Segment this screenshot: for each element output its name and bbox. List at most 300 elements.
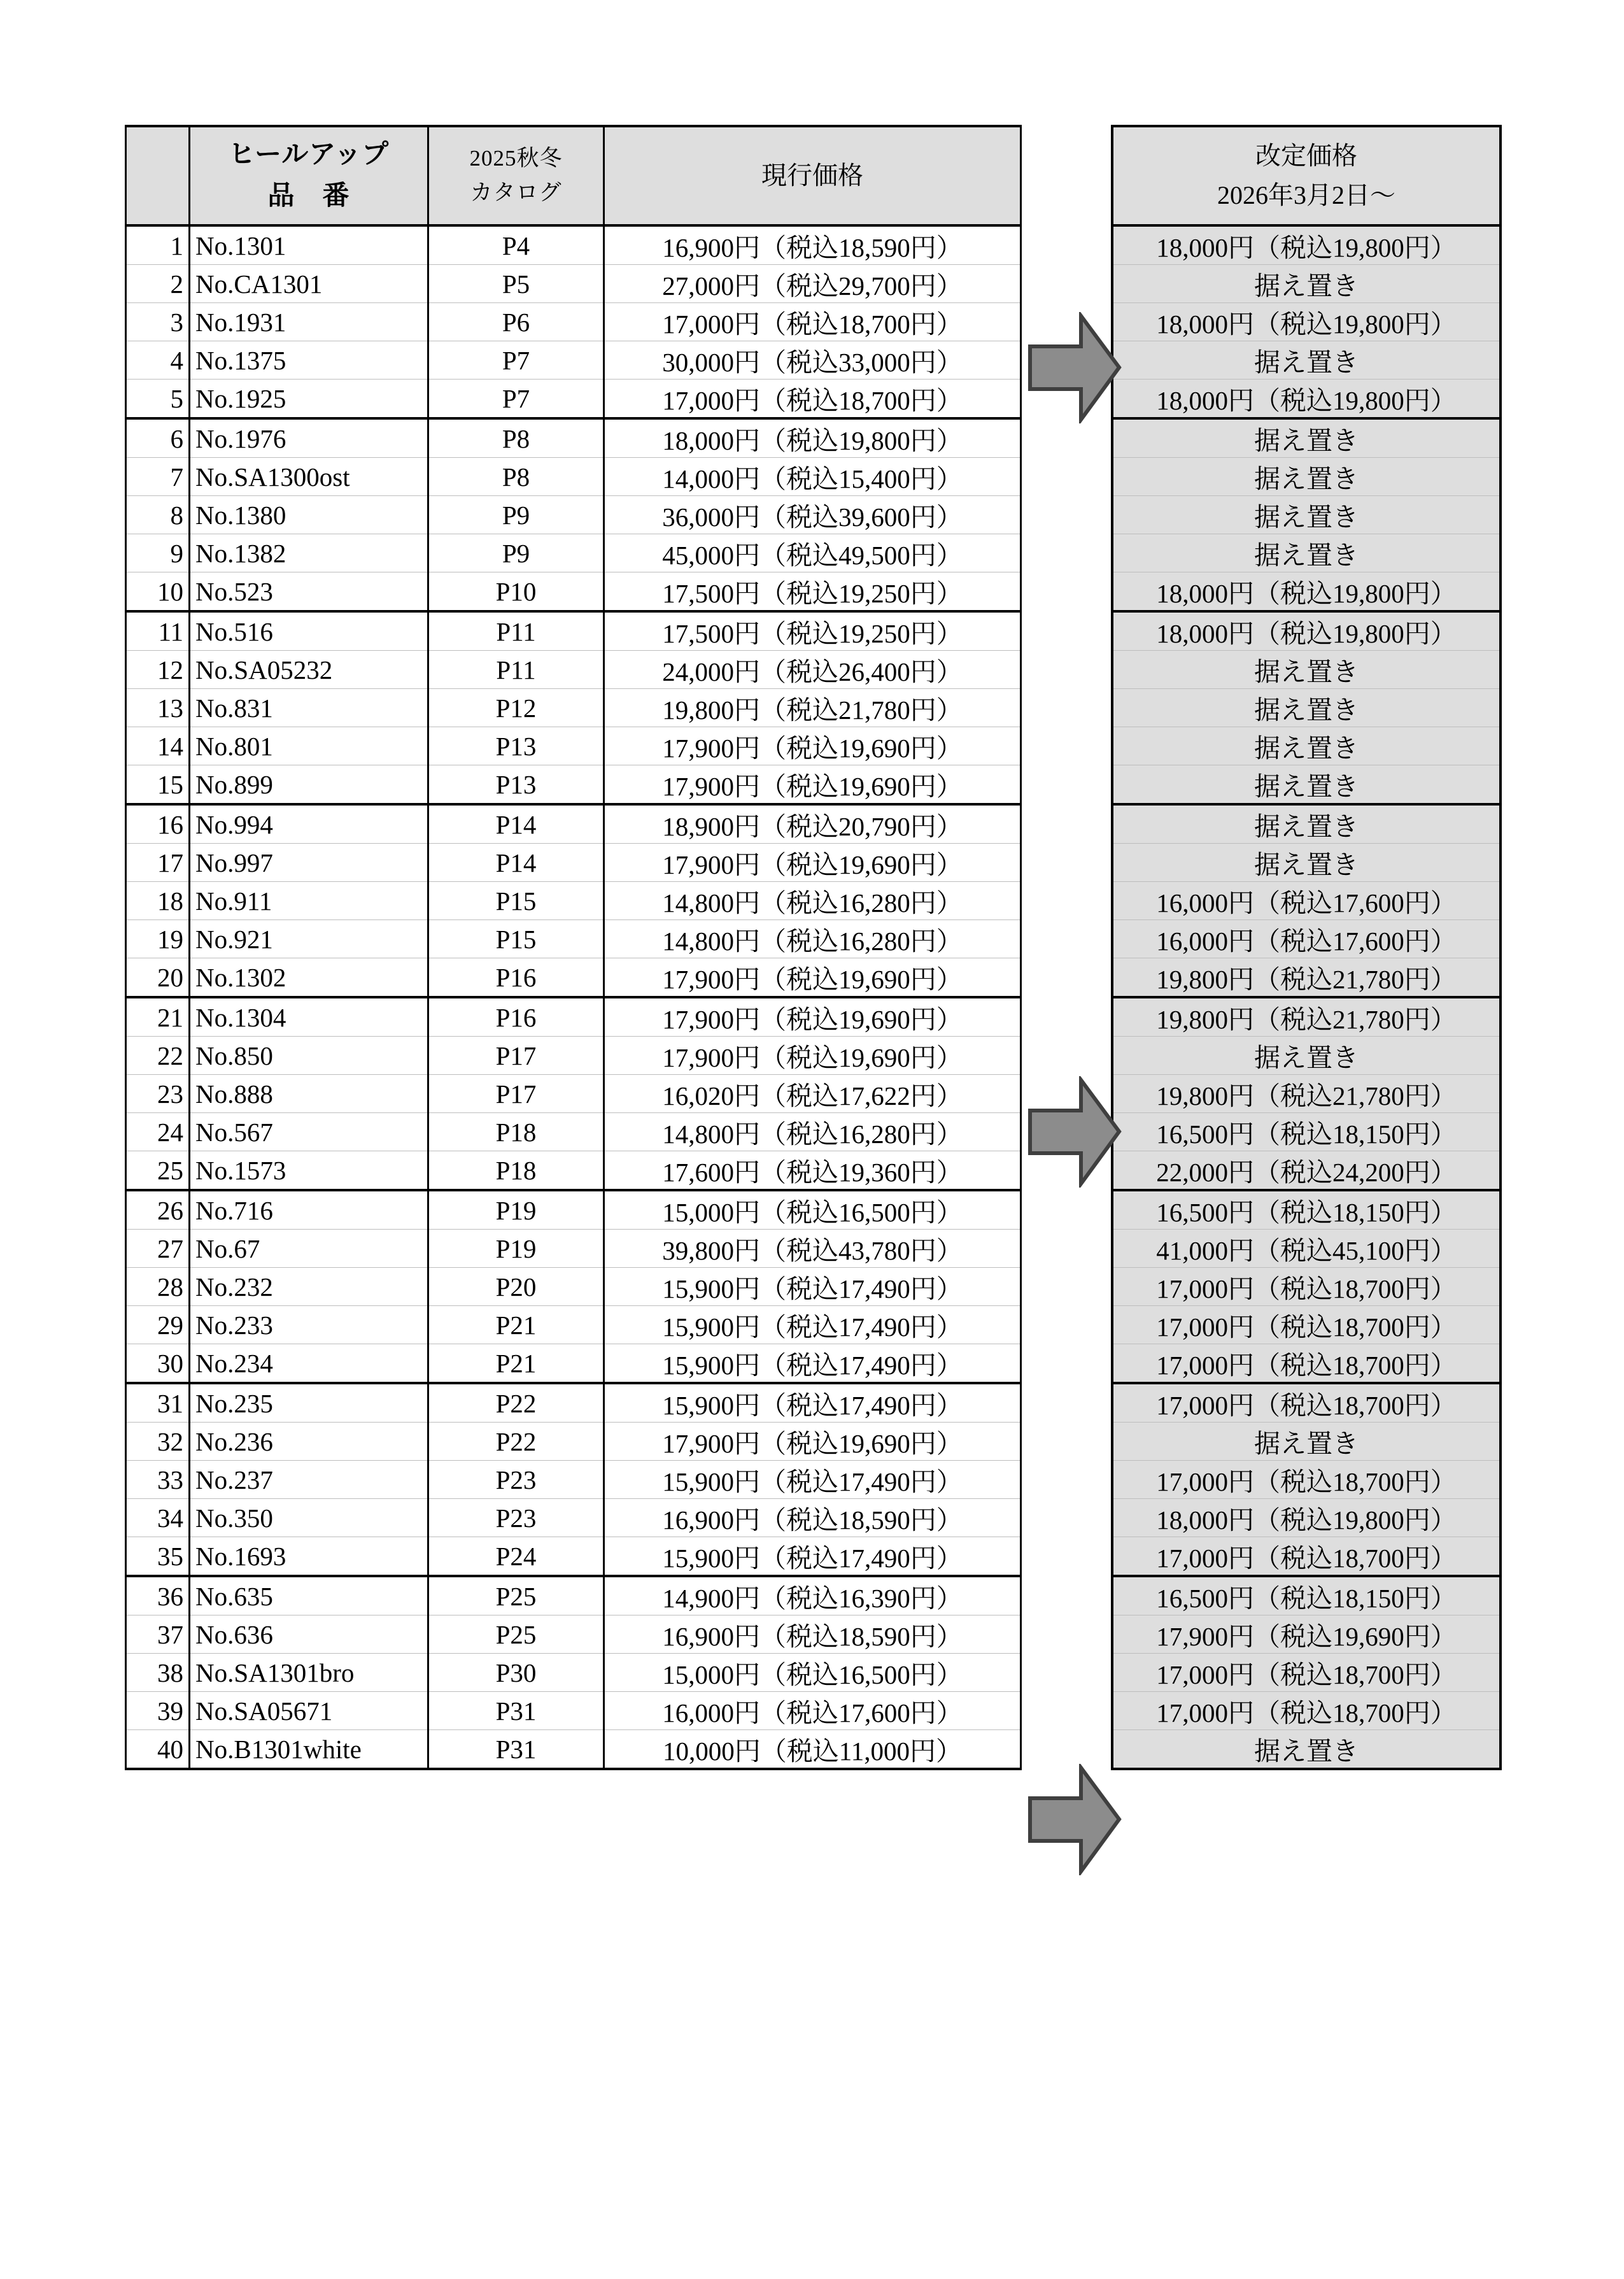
cell-row-number: 2 [126,265,190,303]
table-row [1112,1537,1500,1577]
revised-price-table [1111,125,1502,1770]
header-revised-price [1112,126,1500,225]
cell-item-number: No.888 [190,1075,428,1113]
header-row-number [126,126,190,225]
table-row [1112,1190,1500,1230]
cell-catalog-page: P16 [428,997,604,1037]
cell-revised-price: 17,000円（税込18,700円） [1112,1306,1500,1344]
cell-item-number: No.232 [190,1268,428,1306]
cell-row-number: 24 [126,1113,190,1151]
cell-current-price: 15,900円（税込17,490円） [604,1461,1021,1499]
table-row [126,1461,1021,1499]
cell-item-number: No.997 [190,844,428,882]
table-row [126,1075,1021,1113]
cell-row-number: 19 [126,920,190,958]
table-row [1112,1576,1500,1615]
header-current-price-label: 現行価格 [761,161,863,190]
cell-row-number: 38 [126,1654,190,1692]
cell-current-price: 17,900円（税込19,690円） [604,1037,1021,1075]
table-row [126,380,1021,419]
cell-row-number: 3 [126,303,190,341]
cell-item-number: No.567 [190,1113,428,1151]
cell-item-number: No.850 [190,1037,428,1075]
table-row [1112,765,1500,805]
cell-current-price: 15,000円（税込16,500円） [604,1654,1021,1692]
cell-catalog-page: P18 [428,1113,604,1151]
cell-revised-price: 据え置き [1112,689,1500,727]
cell-revised-price: 据え置き [1112,341,1500,380]
cell-revised-price: 19,800円（税込21,780円） [1112,1075,1500,1113]
header-catalog-line2: カタログ [470,180,562,205]
table-row [126,303,1021,341]
cell-catalog-page: P15 [428,920,604,958]
table-row [126,1344,1021,1384]
cell-catalog-page: P4 [428,225,604,265]
cell-item-number: No.233 [190,1306,428,1344]
table-row [1112,611,1500,651]
table-row [126,1576,1021,1615]
cell-item-number: No.1693 [190,1537,428,1577]
cell-item-number: No.911 [190,882,428,920]
table-row [1112,572,1500,612]
cell-catalog-page: P21 [428,1344,604,1384]
cell-current-price: 16,020円（税込17,622円） [604,1075,1021,1113]
cell-catalog-page: P19 [428,1230,604,1268]
price-change-arrow-1 [1026,312,1123,423]
table-row [1112,1075,1500,1113]
table-row [126,1383,1021,1423]
table-row [126,1692,1021,1730]
table-row [126,1306,1021,1344]
cell-catalog-page: P11 [428,651,604,689]
table-row [1112,534,1500,572]
table-row [1112,380,1500,419]
cell-row-number: 33 [126,1461,190,1499]
table-row [126,225,1021,265]
cell-row-number: 25 [126,1151,190,1191]
current-price-table-body [126,225,1021,1769]
cell-row-number: 5 [126,380,190,419]
table-row [126,882,1021,920]
cell-row-number: 32 [126,1423,190,1461]
cell-row-number: 22 [126,1037,190,1075]
cell-item-number: No.SA05232 [190,651,428,689]
cell-catalog-page: P9 [428,534,604,572]
table-row [126,1230,1021,1268]
cell-row-number: 10 [126,572,190,612]
cell-row-number: 13 [126,689,190,727]
table-row [126,1151,1021,1191]
cell-item-number: No.236 [190,1423,428,1461]
table-row [1112,1461,1500,1499]
cell-revised-price: 18,000円（税込19,800円） [1112,380,1500,419]
cell-revised-price: 17,000円（税込18,700円） [1112,1692,1500,1730]
cell-revised-price: 19,800円（税込21,780円） [1112,958,1500,998]
table-row [1112,1499,1500,1537]
table-row [126,1037,1021,1075]
cell-current-price: 14,000円（税込15,400円） [604,458,1021,496]
cell-catalog-page: P7 [428,341,604,380]
cell-item-number: No.1302 [190,958,428,998]
cell-item-number: No.516 [190,611,428,651]
cell-item-number: No.921 [190,920,428,958]
header-revised-price-line2: 2026年3月2日〜 [1217,181,1395,209]
cell-catalog-page: P25 [428,1576,604,1615]
cell-revised-price: 18,000円（税込19,800円） [1112,303,1500,341]
table-row [126,496,1021,534]
cell-current-price: 27,000円（税込29,700円） [604,265,1021,303]
cell-revised-price: 18,000円（税込19,800円） [1112,1499,1500,1537]
table-row [126,611,1021,651]
cell-current-price: 17,500円（税込19,250円） [604,611,1021,651]
cell-item-number: No.716 [190,1190,428,1230]
table-row [1112,1692,1500,1730]
table-row [126,1615,1021,1654]
table-row [126,689,1021,727]
cell-current-price: 17,000円（税込18,700円） [604,380,1021,419]
cell-revised-price: 据え置き [1112,265,1500,303]
table-row [126,1423,1021,1461]
cell-catalog-page: P25 [428,1615,604,1654]
table-row [1112,1423,1500,1461]
cell-current-price: 24,000円（税込26,400円） [604,651,1021,689]
cell-current-price: 14,800円（税込16,280円） [604,882,1021,920]
cell-item-number: No.1382 [190,534,428,572]
table-row [126,458,1021,496]
cell-row-number: 11 [126,611,190,651]
cell-item-number: No.1304 [190,997,428,1037]
table-row [1112,920,1500,958]
cell-catalog-page: P15 [428,882,604,920]
cell-row-number: 16 [126,804,190,844]
left-table-header-row [126,126,1021,225]
table-row [126,727,1021,765]
cell-catalog-page: P31 [428,1692,604,1730]
cell-item-number: No.1925 [190,380,428,419]
cell-revised-price: 18,000円（税込19,800円） [1112,572,1500,612]
cell-revised-price: 17,000円（税込18,700円） [1112,1537,1500,1577]
cell-item-number: No.1976 [190,418,428,458]
header-catalog [428,126,604,225]
cell-catalog-page: P5 [428,265,604,303]
table-row [1112,727,1500,765]
cell-revised-price: 16,500円（税込18,150円） [1112,1576,1500,1615]
cell-item-number: No.234 [190,1344,428,1384]
cell-item-number: No.235 [190,1383,428,1423]
right-table-header-row [1112,126,1500,225]
table-row [1112,1113,1500,1151]
cell-item-number: No.635 [190,1576,428,1615]
cell-item-number: No.801 [190,727,428,765]
table-row [126,572,1021,612]
table-row [1112,1654,1500,1692]
cell-catalog-page: P16 [428,958,604,998]
cell-row-number: 4 [126,341,190,380]
cell-row-number: 12 [126,651,190,689]
table-row [1112,418,1500,458]
revised-price-table-body [1112,225,1500,1769]
cell-revised-price: 据え置き [1112,418,1500,458]
cell-row-number: 40 [126,1730,190,1770]
cell-revised-price: 16,000円（税込17,600円） [1112,920,1500,958]
table-row [1112,1268,1500,1306]
cell-current-price: 30,000円（税込33,000円） [604,341,1021,380]
cell-row-number: 1 [126,225,190,265]
header-revised-price-line1: 改定価格 [1255,141,1357,170]
table-row [126,1113,1021,1151]
table-row [126,265,1021,303]
cell-catalog-page: P23 [428,1461,604,1499]
cell-current-price: 15,900円（税込17,490円） [604,1344,1021,1384]
cell-revised-price: 16,500円（税込18,150円） [1112,1190,1500,1230]
cell-row-number: 29 [126,1306,190,1344]
cell-catalog-page: P14 [428,804,604,844]
cell-revised-price: 17,000円（税込18,700円） [1112,1268,1500,1306]
header-item-number-line2: 品 番 [267,181,350,211]
cell-catalog-page: P9 [428,496,604,534]
cell-revised-price: 22,000円（税込24,200円） [1112,1151,1500,1191]
cell-row-number: 31 [126,1383,190,1423]
cell-revised-price: 据え置き [1112,651,1500,689]
table-row [1112,997,1500,1037]
table-row [1112,1037,1500,1075]
cell-current-price: 17,900円（税込19,690円） [604,997,1021,1037]
cell-revised-price: 据え置き [1112,844,1500,882]
header-current-price [604,126,1021,225]
cell-row-number: 27 [126,1230,190,1268]
cell-current-price: 17,900円（税込19,690円） [604,765,1021,805]
cell-revised-price: 据え置き [1112,496,1500,534]
cell-revised-price: 17,000円（税込18,700円） [1112,1654,1500,1692]
cell-catalog-page: P13 [428,727,604,765]
table-row [1112,651,1500,689]
cell-item-number: No.B1301white [190,1730,428,1770]
cell-item-number: No.350 [190,1499,428,1537]
cell-current-price: 17,900円（税込19,690円） [604,727,1021,765]
cell-revised-price: 18,000円（税込19,800円） [1112,225,1500,265]
cell-row-number: 39 [126,1692,190,1730]
cell-current-price: 15,000円（税込16,500円） [604,1190,1021,1230]
table-row [1112,1615,1500,1654]
cell-item-number: No.CA1301 [190,265,428,303]
cell-item-number: No.SA1300ost [190,458,428,496]
cell-row-number: 17 [126,844,190,882]
cell-current-price: 15,900円（税込17,490円） [604,1383,1021,1423]
cell-catalog-page: P19 [428,1190,604,1230]
cell-catalog-page: P11 [428,611,604,651]
cell-row-number: 7 [126,458,190,496]
table-row [126,997,1021,1037]
cell-catalog-page: P8 [428,418,604,458]
cell-catalog-page: P31 [428,1730,604,1770]
cell-row-number: 30 [126,1344,190,1384]
table-row [1112,804,1500,844]
cell-item-number: No.523 [190,572,428,612]
cell-catalog-page: P21 [428,1306,604,1344]
cell-revised-price: 据え置き [1112,765,1500,805]
cell-current-price: 18,000円（税込19,800円） [604,418,1021,458]
cell-revised-price: 17,000円（税込18,700円） [1112,1344,1500,1384]
cell-revised-price: 据え置き [1112,727,1500,765]
cell-catalog-page: P20 [428,1268,604,1306]
table-row [1112,1230,1500,1268]
cell-current-price: 39,800円（税込43,780円） [604,1230,1021,1268]
cell-current-price: 36,000円（税込39,600円） [604,496,1021,534]
cell-revised-price: 16,000円（税込17,600円） [1112,882,1500,920]
table-row [126,341,1021,380]
cell-catalog-page: P7 [428,380,604,419]
table-row [126,1730,1021,1770]
cell-revised-price: 16,500円（税込18,150円） [1112,1113,1500,1151]
cell-row-number: 35 [126,1537,190,1577]
table-row [126,418,1021,458]
cell-current-price: 15,900円（税込17,490円） [604,1537,1021,1577]
cell-current-price: 17,600円（税込19,360円） [604,1151,1021,1191]
cell-catalog-page: P10 [428,572,604,612]
cell-item-number: No.SA05671 [190,1692,428,1730]
cell-current-price: 19,800円（税込21,780円） [604,689,1021,727]
cell-current-price: 16,900円（税込18,590円） [604,1499,1021,1537]
cell-item-number: No.831 [190,689,428,727]
table-row [126,844,1021,882]
header-catalog-line1: 2025秋冬 [469,145,563,171]
cell-item-number: No.899 [190,765,428,805]
cell-catalog-page: P13 [428,765,604,805]
cell-item-number: No.1931 [190,303,428,341]
cell-current-price: 15,900円（税込17,490円） [604,1268,1021,1306]
cell-catalog-page: P23 [428,1499,604,1537]
cell-revised-price: 据え置き [1112,534,1500,572]
cell-revised-price: 据え置き [1112,1037,1500,1075]
cell-row-number: 15 [126,765,190,805]
cell-catalog-page: P24 [428,1537,604,1577]
cell-row-number: 23 [126,1075,190,1113]
cell-revised-price: 18,000円（税込19,800円） [1112,611,1500,651]
price-change-arrow-2 [1026,1076,1123,1188]
table-row [126,1190,1021,1230]
table-row [126,920,1021,958]
cell-revised-price: 17,000円（税込18,700円） [1112,1461,1500,1499]
cell-current-price: 45,000円（税込49,500円） [604,534,1021,572]
table-row [126,1654,1021,1692]
table-row [1112,303,1500,341]
cell-row-number: 26 [126,1190,190,1230]
cell-item-number: No.237 [190,1461,428,1499]
cell-current-price: 16,000円（税込17,600円） [604,1692,1021,1730]
cell-item-number: No.636 [190,1615,428,1654]
cell-current-price: 10,000円（税込11,000円） [604,1730,1021,1770]
cell-row-number: 28 [126,1268,190,1306]
cell-item-number: No.994 [190,804,428,844]
table-row [1112,882,1500,920]
table-row [126,804,1021,844]
cell-row-number: 36 [126,1576,190,1615]
cell-catalog-page: P14 [428,844,604,882]
cell-revised-price: 据え置き [1112,804,1500,844]
cell-current-price: 16,900円（税込18,590円） [604,1615,1021,1654]
table-row [126,1537,1021,1577]
table-row [1112,958,1500,998]
table-row [126,1268,1021,1306]
table-row [1112,844,1500,882]
cell-catalog-page: P22 [428,1423,604,1461]
cell-item-number: No.1380 [190,496,428,534]
cell-row-number: 20 [126,958,190,998]
cell-revised-price: 据え置き [1112,458,1500,496]
cell-catalog-page: P17 [428,1037,604,1075]
table-row [1112,1306,1500,1344]
cell-current-price: 17,500円（税込19,250円） [604,572,1021,612]
cell-row-number: 34 [126,1499,190,1537]
cell-item-number: No.1375 [190,341,428,380]
table-row [126,1499,1021,1537]
cell-row-number: 8 [126,496,190,534]
cell-item-number: No.67 [190,1230,428,1268]
cell-row-number: 37 [126,1615,190,1654]
cell-current-price: 17,900円（税込19,690円） [604,958,1021,998]
table-row [1112,341,1500,380]
cell-catalog-page: P18 [428,1151,604,1191]
price-change-arrow-3 [1026,1764,1123,1875]
cell-revised-price: 41,000円（税込45,100円） [1112,1230,1500,1268]
cell-revised-price: 19,800円（税込21,780円） [1112,997,1500,1037]
cell-item-number: No.1573 [190,1151,428,1191]
table-row [1112,1151,1500,1191]
cell-current-price: 17,900円（税込19,690円） [604,844,1021,882]
cell-row-number: 18 [126,882,190,920]
cell-current-price: 17,000円（税込18,700円） [604,303,1021,341]
cell-current-price: 16,900円（税込18,590円） [604,225,1021,265]
table-row [126,765,1021,805]
header-item-number-line1: ヒールアップ [228,139,390,169]
cell-item-number: No.SA1301bro [190,1654,428,1692]
cell-revised-price: 据え置き [1112,1730,1500,1770]
cell-current-price: 14,900円（税込16,390円） [604,1576,1021,1615]
cell-catalog-page: P12 [428,689,604,727]
cell-current-price: 15,900円（税込17,490円） [604,1306,1021,1344]
table-row [1112,496,1500,534]
table-row [1112,265,1500,303]
cell-catalog-page: P6 [428,303,604,341]
cell-row-number: 21 [126,997,190,1037]
table-row [1112,1383,1500,1423]
cell-catalog-page: P30 [428,1654,604,1692]
table-row [1112,458,1500,496]
cell-row-number: 9 [126,534,190,572]
cell-catalog-page: P8 [428,458,604,496]
table-row [126,958,1021,998]
table-row [126,534,1021,572]
cell-current-price: 14,800円（税込16,280円） [604,920,1021,958]
cell-current-price: 14,800円（税込16,280円） [604,1113,1021,1151]
current-price-table [125,125,1022,1770]
cell-item-number: No.1301 [190,225,428,265]
cell-revised-price: 17,000円（税込18,700円） [1112,1383,1500,1423]
cell-row-number: 6 [126,418,190,458]
header-item-number [190,126,428,225]
cell-catalog-page: P22 [428,1383,604,1423]
table-row [1112,225,1500,265]
table-row [126,651,1021,689]
cell-row-number: 14 [126,727,190,765]
table-row [1112,1344,1500,1384]
cell-current-price: 18,900円（税込20,790円） [604,804,1021,844]
cell-catalog-page: P17 [428,1075,604,1113]
cell-revised-price: 据え置き [1112,1423,1500,1461]
cell-revised-price: 17,900円（税込19,690円） [1112,1615,1500,1654]
table-row [1112,689,1500,727]
cell-current-price: 17,900円（税込19,690円） [604,1423,1021,1461]
